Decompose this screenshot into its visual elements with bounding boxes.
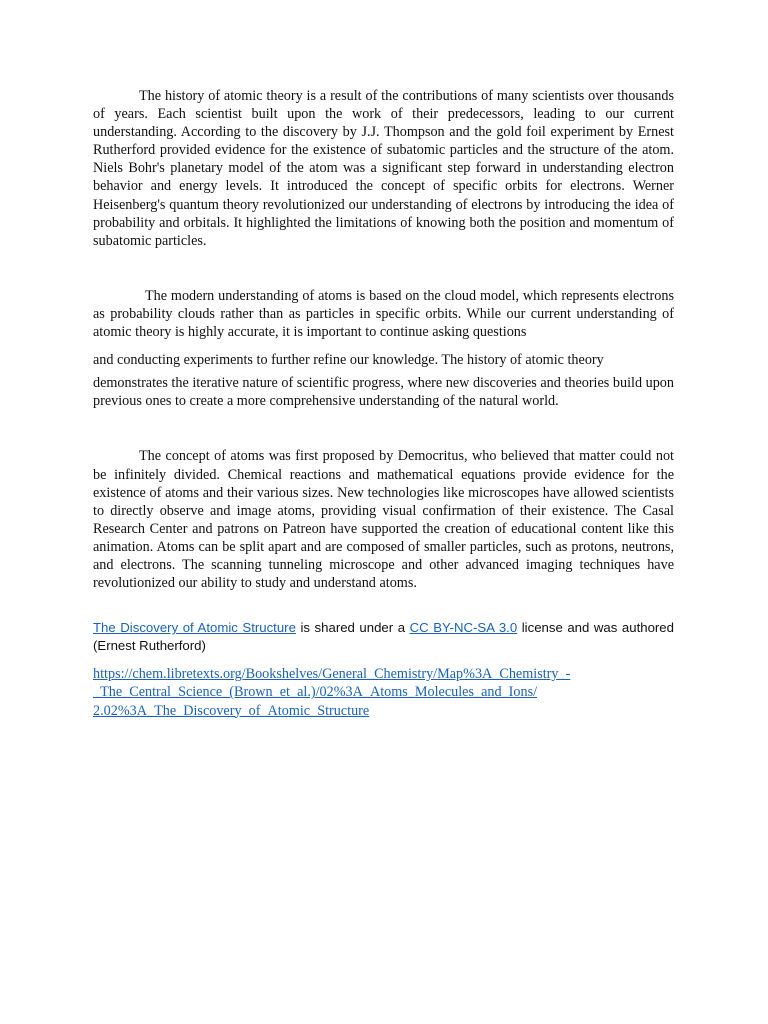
paragraph-atomic-history: The history of atomic theory is a result of the contributions of many scientists over thousands of years. Each scientist built upon the work of their predecessors, leading to our current understanding. According to the discovery by J.J. Thompson and the gold foil experiment by Ernest Rutherford provided evidence for the existence of subatomic particles and the structure of the atom. Niels Bohr's planetary model of the atom was a significant step forward in understanding electron behavior and energy levels. It introduced the concept of specific orbits for electrons. Werner Heisenberg's quantum theory revolutionized our understanding of electrons by introducing the idea of probability and orbitals. It highlighted the limitations of knowing both the position and momentum of subatomic particles. [93, 88, 674, 249]
attribution-tail-text: license and was authored (Ernest Rutherford) [93, 620, 674, 654]
source-url-block [93, 665, 674, 720]
source-url-line-2[interactable]: _The_Central_Science_(Brown_et_al.)/02%3A_Atoms_Molecules_and_Ions/ [93, 684, 538, 701]
paragraph-cloud-model: The modern understanding of atoms is based on the cloud model, which represents electrons as probability clouds rather than as particles in specific orbits. While our current understanding of atomic theory is highly accurate, it is important to continue asking questions [93, 287, 674, 341]
attribution-line [93, 619, 674, 655]
attribution-shared-text: is shared under a [295, 620, 410, 636]
source-url-line-1[interactable]: https://chem.libretexts.org/Bookshelves/General_Chemistry/Map%3A_Chemistry_- [93, 666, 571, 683]
source-url-line-3[interactable]: 2.02%3A_The_Discovery_of_Atomic_Structure [93, 702, 370, 719]
license-link[interactable]: CC BY-NC-SA 3.0 [409, 620, 518, 636]
paragraph-democritus: The concept of atoms was first proposed by Democritus, who believed that matter could not be infinitely divided. Chemical reactions and mathematical equations provide evidence for the existence of atoms and their various sizes. New technologies like microscopes have allowed scientists to directly observe and image atoms, providing visual confirmation of their existence. The Casal Research Center and patrons on Patreon have supported the creation of educational content like this animation. Atoms can be split apart and are composed of smaller particles, such as protons, neutrons, and electrons. The scanning tunneling microscope and other advanced imaging techniques have revolutionized our ability to study and understand atoms. [93, 448, 674, 592]
document-page [93, 87, 674, 720]
paragraph-cloud-model-continued: and conducting experiments to further refine our knowledge. The history of atomic theory [93, 352, 604, 369]
paragraph-cloud-model-ending: demonstrates the iterative nature of scientific progress, where new discoveries and theories build upon previous ones to create a more comprehensive understanding of the natural world. [93, 375, 674, 410]
title-link[interactable]: The Discovery of Atomic Structure [93, 620, 296, 636]
